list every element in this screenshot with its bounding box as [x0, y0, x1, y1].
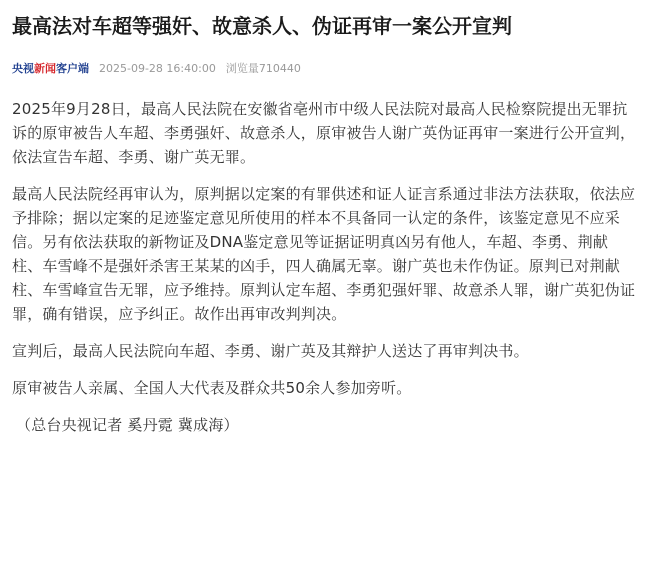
article-byline: （总台央视记者 奚丹霓 冀成海）	[16, 416, 239, 434]
article-paragraph: 最高人民法院经再审认为，原判据以定案的有罪供述和证人证言系通过非法方法获取，依法应予排除；据以定案的足迹鉴定意见所使用的样本不具备同一认定的条件，该鉴定意见不应采信。另有依法获取的新物证及DNA鉴定意见等证据证明真凶另有他人，车超、李勇、荆献柱、车雪峰不是强奸杀害王某某的凶手，四人确属无辜。谢广英也未作伪证。原判已对荆献柱、车雪峰宣告无罪，应予维持。原判认定车超、李勇犯强奸罪、故意杀人罪，谢广英犯伪证罪，确有错误，应予纠正。故作出再审改判判决。	[12, 185, 636, 323]
view-count: 浏览量710440	[225, 62, 301, 75]
publish-time: 2025-09-28 16:40:00	[99, 62, 216, 75]
article-body	[12, 97, 636, 437]
article-paragraph: 宣判后，最高人民法院向车超、李勇、谢广英及其辩护人送达了再审判决书。	[12, 342, 529, 360]
article-paragraph: 原审被告人亲属、全国人大代表及群众共50余人参加旁听。	[12, 379, 412, 397]
source-name-part2: 新闻	[34, 62, 56, 75]
article-meta	[12, 61, 636, 77]
source-name-part1: 央视	[12, 62, 34, 75]
article-title: 最高法对车超等强奸、故意杀人、伪证再审一案公开宣判	[12, 14, 512, 38]
article-paragraph: 2025年9月28日，最高人民法院在安徽省亳州市中级人民法院对最高人民检察院提出无罪抗诉的原审被告人车超、李勇强奸、故意杀人，原审被告人谢广英伪证再审一案进行公开宣判，依法宣告车超、李勇、谢广英无罪。	[12, 100, 636, 166]
source-name-part3: 客户端	[56, 62, 89, 75]
source-link[interactable]	[12, 61, 89, 77]
